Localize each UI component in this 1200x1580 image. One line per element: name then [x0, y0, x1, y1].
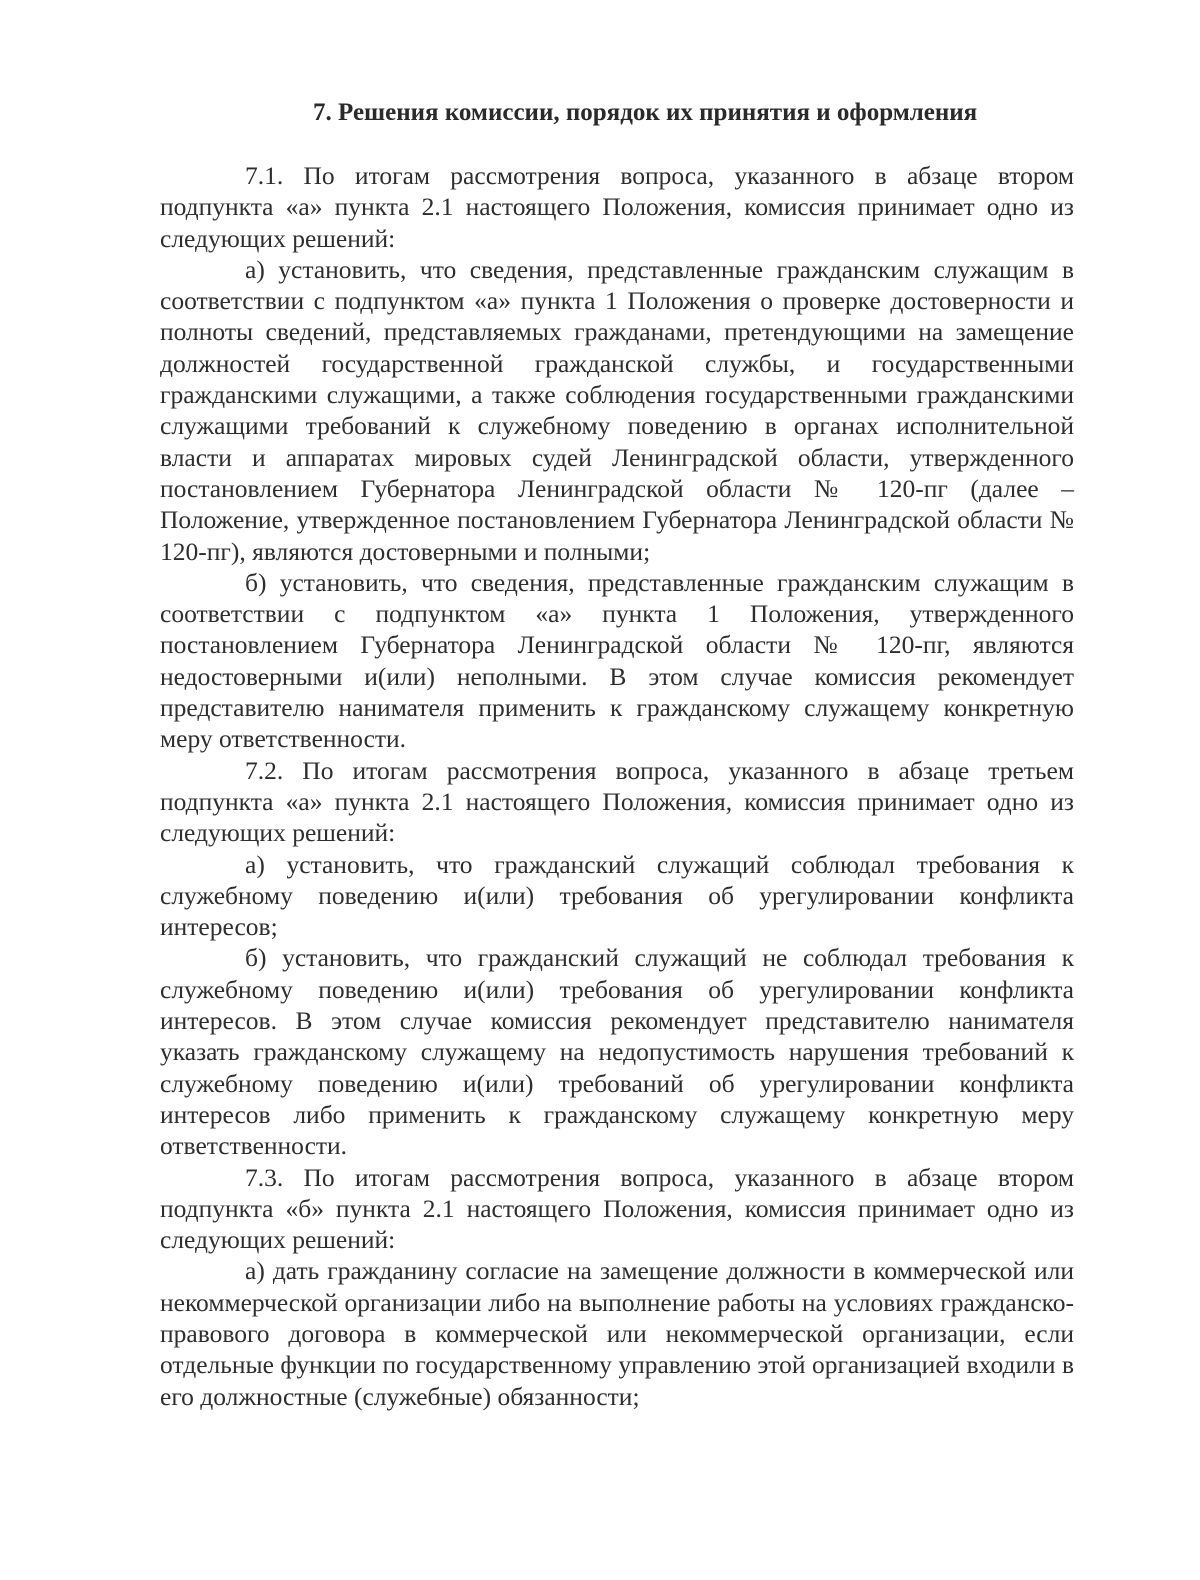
section-heading: 7. Решения комиссии, порядок их принятия и оформления [313, 99, 978, 126]
paragraph-7-2-a: а) установить, что гражданский служащий соблюдал требования к служебному поведению и(или) требования об урегулировании конфликта интересов; [160, 849, 1074, 942]
paragraph-7-2-b: б) установить, что гражданский служащий не соблюдал требования к служебному поведению и(или) требования об урегулировании конфликта интересов. В этом случае комиссия рекомендует представителю нанимателя указать гражданскому служащему на недопустимость нарушения требований к служебному поведению и(или) требований об урегулировании конфликта интересов либо применить к гражданскому служащему конкретную меру ответственности. [160, 943, 1074, 1161]
paragraph-7-1-a: а) установить, что сведения, представленные гражданским служащим в соответствии с подпунктом «а» пункта 1 Положения о проверке достоверности и полноты сведений, представляемых гражданами, претендующими на замещение должностей государственной гражданской службы, и государственными гражданскими служащими, а также соблюдения государственными гражданскими служащими требований к служебному поведению в органах исполнительной власти и аппаратах мировых судей Ленинградской области, утвержденного постановлением Губернатора Ленинградской области № 120-пг (далее – Положение, утвержденное постановлением Губернатора Ленинградской области № 120-пг), являются достоверными и полными; [160, 254, 1074, 566]
paragraph-7-1-b: б) установить, что сведения, представленные гражданским служащим в соответствии с подпунктом «а» пункта 1 Положения, утвержденного постановлением Губернатора Ленинградской области № 120-пг, являются недостоверными и(или) неполными. В этом случае комиссия рекомендует представителю нанимателя применить к гражданскому служащему конкретную меру ответственности. [160, 567, 1074, 754]
paragraph-7-3: 7.3. По итогам рассмотрения вопроса, указанного в абзаце втором подпункта «б» пункта 2.1 настоящего Положения, комиссия принимает одно из следующих решений: [160, 1162, 1074, 1255]
paragraph-7-3-a: а) дать гражданину согласие на замещение должности в коммерческой или некоммерческой организации либо на выполнение работы на условиях гражданско-правового договора в коммерческой или некоммерческой организации, если отдельные функции по государственному управлению этой организацией входили в его должностные (служебные) обязанности; [160, 1256, 1074, 1411]
paragraph-7-1: 7.1. По итогам рассмотрения вопроса, указанного в абзаце втором подпункта «а» пункта 2.1 настоящего Положения, комиссия принимает одно из следующих решений: [160, 161, 1074, 253]
paragraph-7-2: 7.2. По итогам рассмотрения вопроса, указанного в абзаце третьем подпункта «а» пункта 2.1 настоящего Положения, комиссия принимает одно из следующих решений: [160, 755, 1074, 848]
document-body [160, 160, 1074, 1412]
